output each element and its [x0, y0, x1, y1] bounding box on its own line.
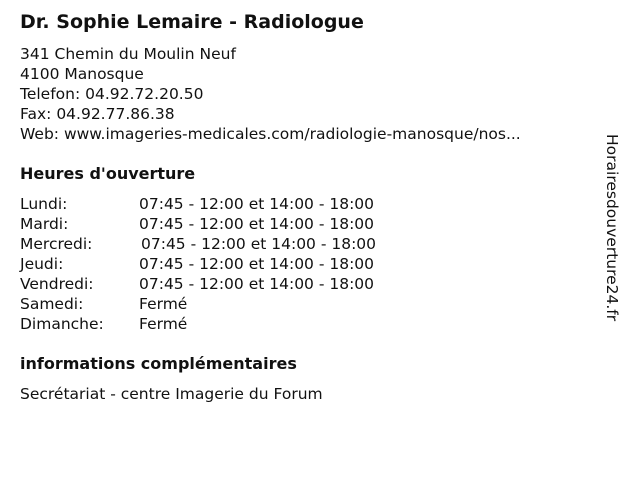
contact-block	[20, 44, 521, 144]
time-value: Fermé	[139, 315, 188, 333]
day-label: Vendredi:	[20, 275, 94, 293]
day-label: Mardi:	[20, 215, 69, 233]
day-label: Dimanche:	[20, 315, 104, 333]
website-link[interactable]: Web: www.imageries-medicales.com/radiologie-manosque/nos...	[20, 125, 521, 143]
time-value: 07:45 - 12:00 et 14:00 - 18:00	[139, 215, 375, 233]
fax-number: Fax: 04.92.77.86.38	[20, 105, 175, 123]
additional-info-text: Secrétariat - centre Imagerie du Forum	[20, 385, 323, 403]
phone-number: Telefon: 04.92.72.20.50	[20, 85, 204, 103]
day-label: Lundi:	[20, 195, 68, 213]
time-value: 07:45 - 12:00 et 14:00 - 18:00	[139, 255, 375, 273]
day-label: Samedi:	[20, 295, 84, 313]
site-watermark: Horairesdouverture24.fr	[603, 134, 621, 322]
opening-hours-heading: Heures d'ouverture	[20, 164, 196, 183]
additional-info-heading: informations complémentaires	[20, 354, 297, 373]
address-city: 4100 Manosque	[20, 65, 144, 83]
day-label: Jeudi:	[20, 255, 64, 273]
day-label: Mercredi:	[20, 235, 93, 253]
page-title: Dr. Sophie Lemaire - Radiologue	[20, 11, 364, 33]
address-street: 341 Chemin du Moulin Neuf	[20, 45, 236, 63]
time-value: 07:45 - 12:00 et 14:00 - 18:00	[139, 275, 375, 293]
time-value: Fermé	[139, 295, 188, 313]
time-value: 07:45 - 12:00 et 14:00 - 18:00	[141, 235, 377, 253]
time-value: 07:45 - 12:00 et 14:00 - 18:00	[139, 195, 375, 213]
